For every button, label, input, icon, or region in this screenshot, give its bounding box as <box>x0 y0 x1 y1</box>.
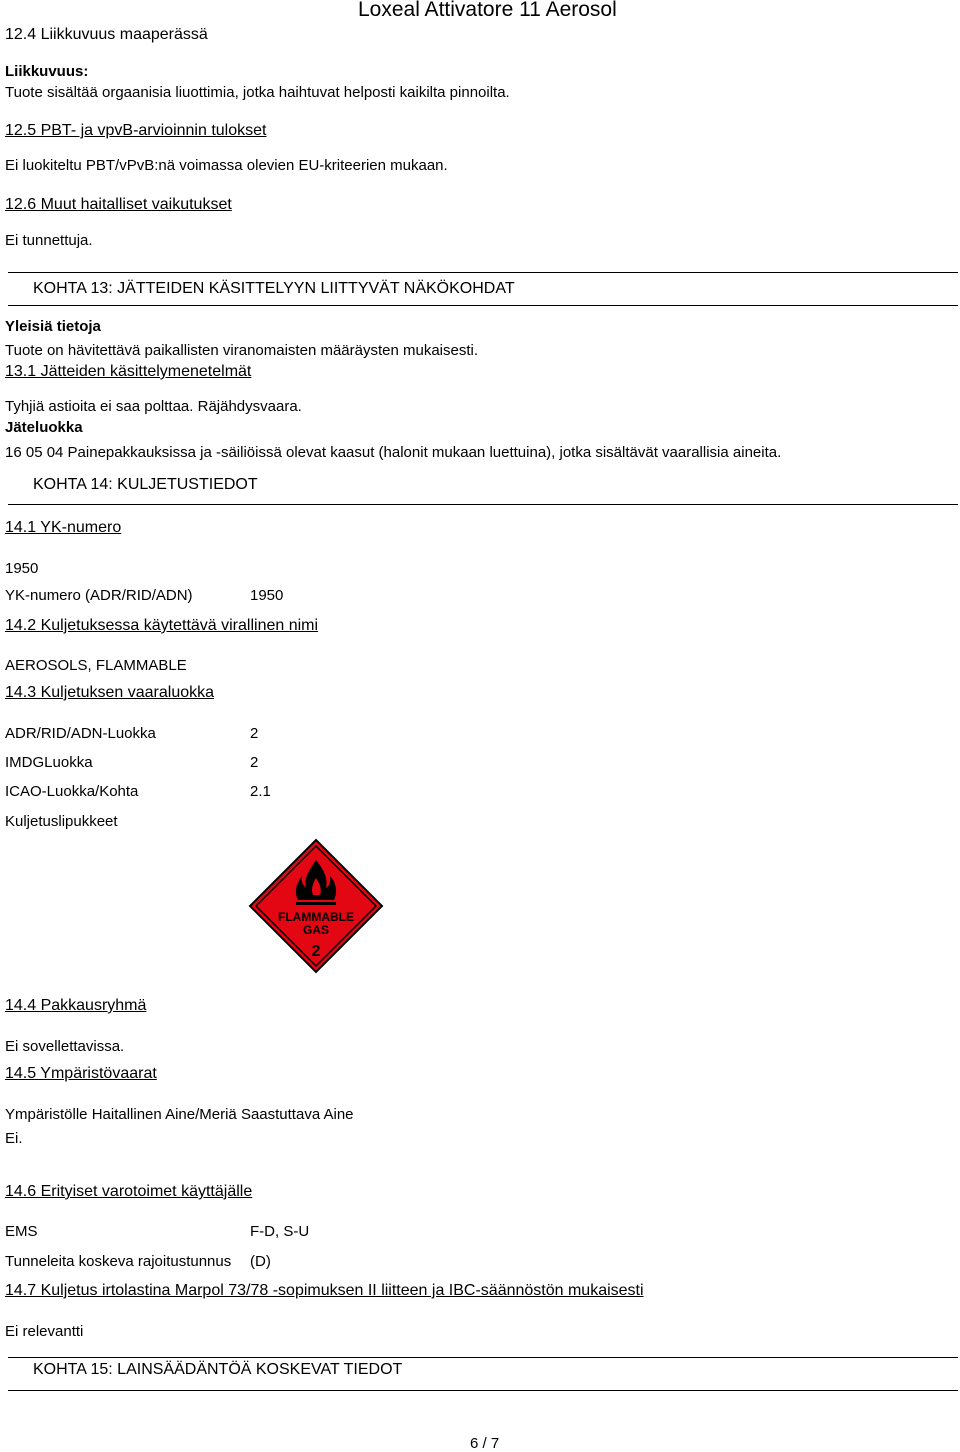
section-14-rule <box>8 504 958 505</box>
page-number: 6 / 7 <box>470 1435 500 1452</box>
env-hazards-value: Ei. <box>5 1130 23 1147</box>
section-ref: 12.4 Liikkuvuus maaperässä <box>5 26 208 43</box>
other-effects-heading: 12.6 Muut haitalliset vaikutukset <box>5 196 232 213</box>
waste-methods-text: Tyhjiä astioita ei saa polttaa. Räjähdysvaara. <box>5 398 302 415</box>
section-15-title: KOHTA 15: LAINSÄÄDÄNTÖÄ KOSKEVAT TIEDOT <box>33 1361 403 1378</box>
transport-labels-label: Kuljetuslipukkeet <box>5 813 118 830</box>
general-info-label: Yleisiä tietoja <box>5 318 101 335</box>
bulk-transport-value: Ei relevantti <box>5 1323 84 1340</box>
un-number-value: 1950 <box>5 560 39 577</box>
section-14-title: KOHTA 14: KULJETUSTIEDOT <box>33 476 258 493</box>
precautions-heading: 14.6 Erityiset varotoimet käyttäjälle <box>5 1183 253 1200</box>
un-adr-value: 1950 <box>250 587 284 604</box>
other-effects-text: Ei tunnettuja. <box>5 232 93 249</box>
class-row-value: 2 <box>250 754 259 771</box>
mobility-text: Tuote sisältää orgaanisia liuottimia, jotka haihtuvat helposti kaikilta pinnoilta. <box>5 84 510 101</box>
class-row-label: IMDGLuokka <box>5 754 93 771</box>
class-row-value: 2.1 <box>250 783 271 800</box>
waste-class-label: Jäteluokka <box>5 419 83 436</box>
tunnel-code-label: Tunneleita koskeva rajoitustunnus <box>5 1253 232 1270</box>
un-adr-label: YK-numero (ADR/RID/ADN) <box>5 587 193 604</box>
pbt-heading: 12.5 PBT- ja vpvB-arvioinnin tulokset <box>5 122 267 139</box>
section-13-title: KOHTA 13: JÄTTEIDEN KÄSITTELYYN LIITTYVÄT NÄKÖKOHDAT <box>33 280 515 297</box>
bulk-transport-heading: 14.7 Kuljetus irtolastina Marpol 73/78 -sopimuksen II liitteen ja IBC-säännöstön mukaisesti <box>5 1282 644 1299</box>
section-15-rule <box>8 1357 958 1358</box>
hazard-label-number: 2 <box>311 943 321 960</box>
section-13-rule <box>8 272 958 273</box>
packing-group-heading: 14.4 Pakkausryhmä <box>5 997 147 1014</box>
product-title: Loxeal Attivatore 11 Aerosol <box>358 0 617 21</box>
ems-label: EMS <box>5 1223 38 1240</box>
env-hazards-heading: 14.5 Ympäristövaarat <box>5 1065 157 1082</box>
hazard-label-line1: FLAMMABLE <box>278 910 354 924</box>
section-15-rule-bottom <box>8 1390 958 1391</box>
hazard-class-heading: 14.3 Kuljetuksen vaaraluokka <box>5 684 215 701</box>
mobility-label: Liikkuvuus: <box>5 63 89 80</box>
pbt-text: Ei luokiteltu PBT/vPvB:nä voimassa olevien EU-kriteerien mukaan. <box>5 157 448 174</box>
section-13-rule-bottom <box>8 305 958 306</box>
class-row-value: 2 <box>250 725 259 742</box>
hazard-label-line2: GAS <box>302 923 330 937</box>
packing-group-value: Ei sovellettavissa. <box>5 1038 125 1055</box>
flammable-gas-hazard-label <box>248 838 384 974</box>
waste-methods-heading: 13.1 Jätteiden käsittelymenetelmät <box>5 363 252 380</box>
class-row-label: ICAO-Luokka/Kohta <box>5 783 139 800</box>
ems-value: F-D, S-U <box>250 1223 310 1240</box>
shipping-name-heading: 14.2 Kuljetuksessa käytettävä virallinen nimi <box>5 617 319 634</box>
tunnel-code-value: (D) <box>250 1253 271 1270</box>
class-row-label: ADR/RID/ADN-Luokka <box>5 725 156 742</box>
waste-class-text: 16 05 04 Painepakkauksissa ja -säiliöissä olevat kaasut (halonit mukaan luettuina), jotka sisältävät vaarallisia aineita. <box>5 444 782 461</box>
un-number-heading: 14.1 YK-numero <box>5 519 122 536</box>
general-info-text: Tuote on hävitettävä paikallisten viranomaisten määräysten mukaisesti. <box>5 342 479 359</box>
env-hazards-label: Ympäristölle Haitallinen Aine/Meriä Saastuttava Aine <box>5 1106 354 1123</box>
shipping-name-value: AEROSOLS, FLAMMABLE <box>5 657 187 674</box>
